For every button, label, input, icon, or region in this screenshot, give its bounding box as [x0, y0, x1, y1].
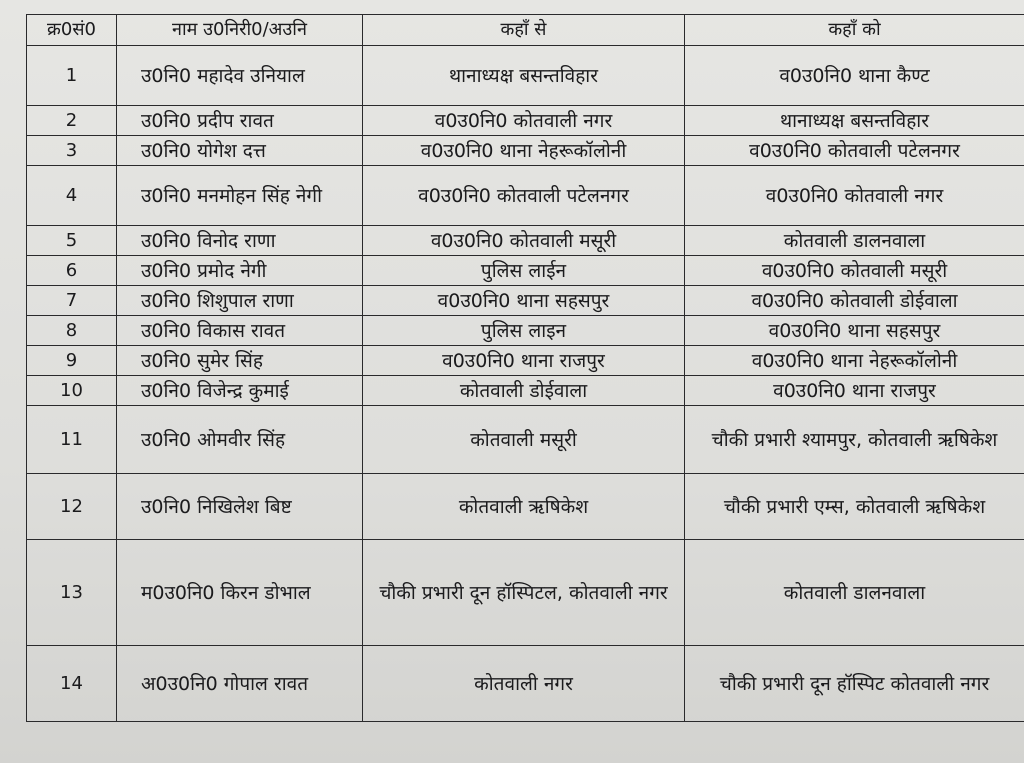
- table-row: [27, 376, 1024, 406]
- to-cell: व0उ0नि0 कोतवाली मसूरी: [685, 256, 1024, 286]
- serial-cell: 10: [27, 376, 117, 406]
- serial-cell: 2: [27, 106, 117, 136]
- table-row: [27, 406, 1024, 474]
- from-cell: कोतवाली मसूरी: [363, 406, 685, 474]
- name-cell: उ0नि0 निखिलेश बिष्ट: [117, 474, 363, 540]
- table-row: [27, 256, 1024, 286]
- name-cell: उ0नि0 महादेव उनियाल: [117, 46, 363, 106]
- to-cell: व0उ0नि0 थाना कैण्ट: [685, 46, 1024, 106]
- name-cell: उ0नि0 शिशुपाल राणा: [117, 286, 363, 316]
- from-cell: चौकी प्रभारी दून हॉस्पिटल, कोतवाली नगर: [363, 540, 685, 646]
- serial-cell: 7: [27, 286, 117, 316]
- serial-cell: 14: [27, 646, 117, 722]
- from-cell: कोतवाली डोईवाला: [363, 376, 685, 406]
- to-cell: व0उ0नि0 कोतवाली डोईवाला: [685, 286, 1024, 316]
- from-cell: व0उ0नि0 कोतवाली पटेलनगर: [363, 166, 685, 226]
- name-cell: उ0नि0 सुमेर सिंह: [117, 346, 363, 376]
- from-cell: व0उ0नि0 कोतवाली मसूरी: [363, 226, 685, 256]
- to-cell: व0उ0नि0 थाना नेहरूकॉलोनी: [685, 346, 1024, 376]
- serial-cell: 11: [27, 406, 117, 474]
- to-cell: व0उ0नि0 थाना राजपुर: [685, 376, 1024, 406]
- table-row: [27, 646, 1024, 722]
- serial-cell: 5: [27, 226, 117, 256]
- name-cell: उ0नि0 ओमवीर सिंह: [117, 406, 363, 474]
- name-cell: उ0नि0 प्रदीप रावत: [117, 106, 363, 136]
- from-cell: कोतवाली नगर: [363, 646, 685, 722]
- serial-cell: 8: [27, 316, 117, 346]
- from-cell: थानाध्यक्ष बसन्तविहार: [363, 46, 685, 106]
- header-row: [27, 15, 1024, 46]
- transfer-table: [26, 14, 1024, 722]
- to-cell: चौकी प्रभारी श्यामपुर, कोतवाली ऋषिकेश: [685, 406, 1024, 474]
- name-cell: उ0नि0 विजेन्द्र कुमाई: [117, 376, 363, 406]
- to-cell: चौकी प्रभारी दून हॉस्पिट कोतवाली नगर: [685, 646, 1024, 722]
- header-name: नाम उ0निरी0/अउनि: [117, 15, 363, 46]
- serial-cell: 4: [27, 166, 117, 226]
- header-to: कहाँ को: [685, 15, 1024, 46]
- table-row: [27, 540, 1024, 646]
- serial-cell: 13: [27, 540, 117, 646]
- from-cell: कोतवाली ऋषिकेश: [363, 474, 685, 540]
- to-cell: चौकी प्रभारी एम्स, कोतवाली ऋषिकेश: [685, 474, 1024, 540]
- to-cell: कोतवाली डालनवाला: [685, 540, 1024, 646]
- table-row: [27, 346, 1024, 376]
- name-cell: म0उ0नि0 किरन डोभाल: [117, 540, 363, 646]
- table-row: [27, 106, 1024, 136]
- table-row: [27, 286, 1024, 316]
- name-cell: उ0नि0 प्रमोद नेगी: [117, 256, 363, 286]
- from-cell: पुलिस लाईन: [363, 256, 685, 286]
- table-row: [27, 226, 1024, 256]
- from-cell: व0उ0नि0 थाना नेहरूकॉलोनी: [363, 136, 685, 166]
- from-cell: पुलिस लाइन: [363, 316, 685, 346]
- table-row: [27, 166, 1024, 226]
- table-row: [27, 474, 1024, 540]
- to-cell: कोतवाली डालनवाला: [685, 226, 1024, 256]
- serial-cell: 6: [27, 256, 117, 286]
- to-cell: थानाध्यक्ष बसन्तविहार: [685, 106, 1024, 136]
- serial-cell: 3: [27, 136, 117, 166]
- serial-cell: 9: [27, 346, 117, 376]
- from-cell: व0उ0नि0 थाना राजपुर: [363, 346, 685, 376]
- header-serial: क्र0सं0: [27, 15, 117, 46]
- header-from: कहाँ से: [363, 15, 685, 46]
- serial-cell: 12: [27, 474, 117, 540]
- name-cell: उ0नि0 योगेश दत्त: [117, 136, 363, 166]
- serial-cell: 1: [27, 46, 117, 106]
- name-cell: उ0नि0 विकास रावत: [117, 316, 363, 346]
- name-cell: उ0नि0 विनोद राणा: [117, 226, 363, 256]
- name-cell: उ0नि0 मनमोहन सिंह नेगी: [117, 166, 363, 226]
- table-row: [27, 136, 1024, 166]
- table-row: [27, 46, 1024, 106]
- from-cell: व0उ0नि0 थाना सहसपुर: [363, 286, 685, 316]
- name-cell: अ0उ0नि0 गोपाल रावत: [117, 646, 363, 722]
- to-cell: व0उ0नि0 थाना सहसपुर: [685, 316, 1024, 346]
- from-cell: व0उ0नि0 कोतवाली नगर: [363, 106, 685, 136]
- table-row: [27, 316, 1024, 346]
- to-cell: व0उ0नि0 कोतवाली नगर: [685, 166, 1024, 226]
- to-cell: व0उ0नि0 कोतवाली पटेलनगर: [685, 136, 1024, 166]
